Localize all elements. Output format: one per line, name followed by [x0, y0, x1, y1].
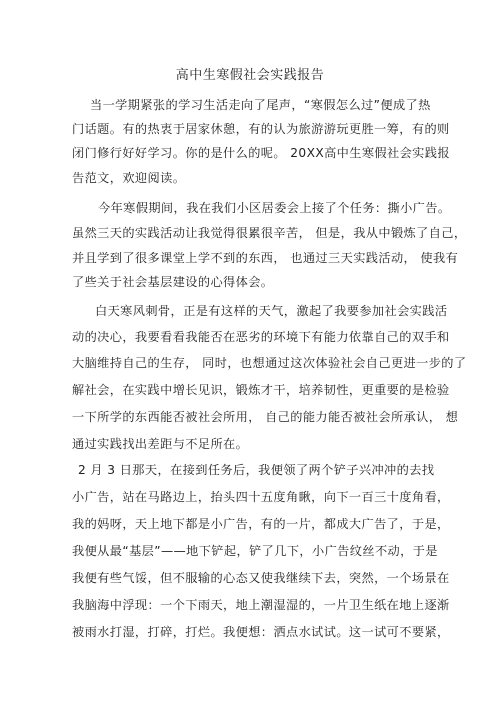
paragraph-line: 当一学期紧张的学习生活走向了尾声，“寒假怎么过”便成了热 — [90, 98, 431, 112]
paragraph-line: 2 月 3 日那天，在接到任务后，我便领了两个铲子兴冲冲的去找 — [78, 463, 435, 477]
paragraph-line: 通过实践找出差距与不足所在。 — [72, 437, 249, 451]
paragraph-line: 今年寒假期间，我在我们小区居委会上接了个任务：撕小广告。 — [98, 201, 451, 215]
paragraph-line: 一下所学的东西能否被社会所用， 自己的能力能否被社会所承认， 想 — [72, 410, 459, 424]
paragraph-line: 小广告，站在马路边上，抬头四十五度角瞅，向下一百三十度角看， — [72, 490, 450, 504]
paragraph-line: 白天寒风刺骨，正是有这样的天气，激起了我要参加社会实践活 — [95, 304, 448, 318]
paragraph-line: 我的妈呀，天上地下都是小广告，有的一片，都成大广告了，于是， — [72, 517, 450, 531]
paragraph-line: 并且学到了很多课堂上学不到的东西， 也通过三天实践活动， 使我有 — [72, 251, 459, 265]
paragraph-line: 闭门修行好好学习。你的是什么的呢。 20XX高中生寒假社会实践报 — [72, 146, 450, 160]
paragraph-line: 解社会，在实践中增长见识，锻炼才干，培养韧性，更重要的是检验 — [72, 383, 450, 397]
paragraph-line: 虽然三天的实践活动让我觉得很累很辛苦， 但是，我从中锻炼了自己， — [72, 226, 467, 240]
paragraph-line: 门话题。有的热衷于居家休憩，有的认为旅游游玩更胜一筹，有的则 — [72, 122, 450, 136]
paragraph-line: 我脑海中浮现：一个下雨天，地上潮湿湿的，一片卫生纸在地上逐渐 — [72, 598, 450, 612]
paragraph-line: 动的决心，我要看看我能否在恶劣的环境下有能力依靠自己的双手和 — [72, 330, 450, 344]
paragraph-line: 被雨水打湿，打碎，打烂。我便想：洒点水试试。这一试可不要紧， — [72, 625, 450, 639]
paragraph-line: 大脑维持自己的生存， 同时，也想通过这次体验社会自己更进一步的了 — [72, 356, 467, 370]
document-title: 高中生寒假社会实践报告 — [175, 68, 325, 83]
paragraph-line: 我便有些气馁，但不服输的心态又使我继续下去，突然，一个场景在 — [72, 571, 450, 585]
paragraph-line: 我便从最“基层”——地下铲起，铲了几下，小广告纹丝不动，于是 — [72, 544, 438, 558]
paragraph-line: 了些关于社会基层建设的心得体会。 — [72, 275, 274, 289]
paragraph-line: 告范文，欢迎阅读。 — [72, 171, 186, 185]
